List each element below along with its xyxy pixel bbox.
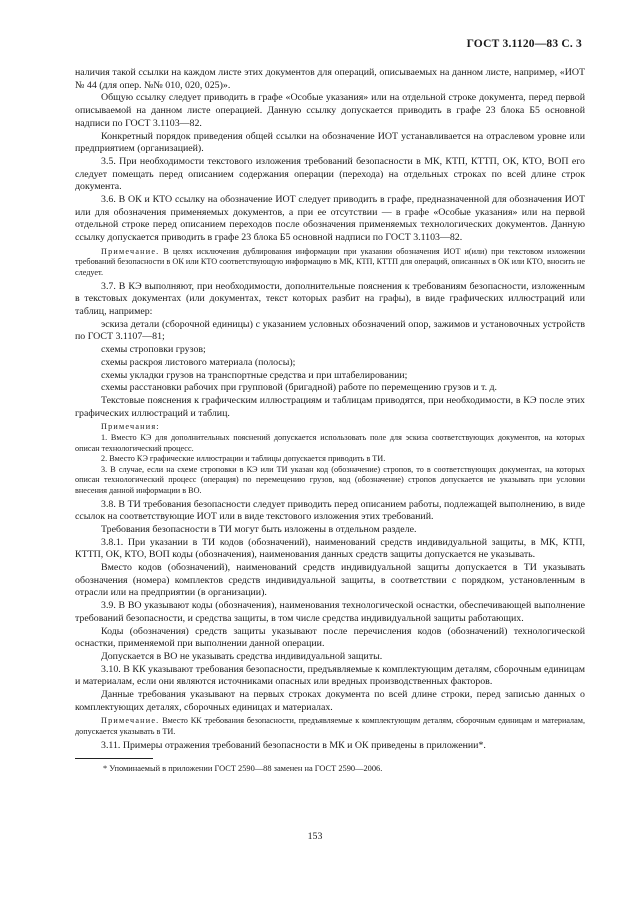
list-item: эскиза детали (сборочной единицы) с указанием условных обозначений опор, зажимов и установочных устройств по ГОСТ 3.1107—81; — [75, 318, 585, 343]
note-label: Примечание. — [101, 246, 160, 256]
notes-heading — [75, 422, 585, 433]
note-text: Вместо КК требования безопасности, предъявляемые к комплектующим деталям, сборочным единицам и материалам, допускается указывать в ТИ. — [75, 716, 585, 737]
paragraph: Требования безопасности в ТИ могут быть изложены в отдельном разделе. — [101, 523, 417, 535]
footnote-divider — [75, 758, 153, 759]
footnote: * Упоминаемый в приложении ГОСТ 2590—88 заменен на ГОСТ 2590—2006. — [103, 764, 383, 774]
paragraph: Текстовые пояснения к графическим иллюстрациям и таблицам приводятся, при необходимости, в КЭ после этих графических иллюстраций и таблиц. — [75, 394, 585, 419]
paragraph: Вместо кодов (обозначений), наименований средств индивидуальной защиты допускается в ТИ указывать обозначения (номера) комплектов средств индивидуальной защиты, в соответствии с порядком, установленным в отрасли или на предприятии (в организации). — [75, 562, 585, 599]
page-header: ГОСТ 3.1120—83 С. 3 — [466, 38, 582, 50]
clause-3-8-1: 3.8.1. При указании в ТИ кодов (обозначений), наименований средств индивидуальной защиты, в МК, КТП, КТТП, ОК, КТО, ВОП коды (обозначения), наименования данных средств защиты допускается не указывать. — [75, 536, 585, 561]
clause-3-7: 3.7. В КЭ выполняют, при необходимости, дополнительные пояснения к требованиям безопасности, изложенным в текстовых документах (или документах, текст которых разбит на графы), в виде графических иллюстраций или таблиц, например: — [75, 280, 585, 318]
note-label: Примечание. — [101, 716, 160, 726]
paragraph: Допускается в ВО не указывать средства индивидуальной защиты. — [101, 650, 383, 662]
paragraph: наличия такой ссылки на каждом листе этих документов для операций, описываемых на данном листе, например, «ИОТ № 44 (для опер. №№ 010, 020, 025)». — [75, 67, 585, 91]
clause-3-6: 3.6. В ОК и КТО ссылку на обозначение ИОТ следует приводить в графе, предназначенной для обозначения ИОТ или для обозначения применяемых документов, а при ее отсутствии — в графе «Особые указания» или на первой отдельной строке перед описанием переходов после обозначения применяемых технологических документов. Данную ссылку допускается приводить в графе 23 блока Б5 основной надписи по ГОСТ 3.1103—82. — [75, 194, 585, 244]
list-item: схемы раскроя листового материала (полосы); — [101, 356, 296, 368]
note-text: В целях исключения дублирования информации при указании обозначения ИОТ и(или) при текстовом изложении требований безопасности в ОК или КТО соответствующую информацию в МК, КТП, КТТП для операций, описанных в ОК или КТО, вносить не следует. — [75, 246, 586, 278]
notes-label: Примечания: — [101, 422, 160, 432]
clause-3-11: 3.11. Примеры отражения требований безопасности в МК и ОК приведены в приложении*. — [101, 739, 486, 751]
clause-3-8: 3.8. В ТИ требования безопасности следует приводить перед описанием работы, подлежащей выполнению, в виде ссылок на соответствующие ИОТ или в виде текстового изложения этих требований. — [75, 498, 585, 523]
note-item: 1. Вместо КЭ для дополнительных пояснений допускается использовать поле для эскиза соответствующих документов, на которых описан технологический процесс. — [75, 432, 585, 453]
paragraph: Общую ссылку следует приводить в графе «Особые указания» или на отдельной строке документа, перед первой описываемой на данном листе операцией. Данную ссылку допускается приводить в графе 23 блока Б5 основной надписи по ГОСТ 3.1103—82. — [75, 92, 585, 129]
clause-3-5: 3.5. При необходимости текстового изложения требований безопасности в МК, КТП, КТТП, ОК, КТО, ВОП его следует помещать перед описанием содержания операции (перехода) на отдельных строках по всей длине строк документа. — [75, 155, 585, 193]
paragraph: Данные требования указывают на первых строках документа по всей длине строки, перед записью данных о комплектующих деталях, сборочных единицах и материалах. — [75, 689, 585, 713]
paragraph: Коды (обозначения) средств защиты указывают после перечисления кодов (обозначений) технологической оснастки, применяемой при выполнении данной операции. — [75, 625, 585, 650]
document-body — [75, 67, 585, 774]
note-item: 3. В случае, если на схеме строповки в КЭ или ТИ указан код (обозначение) стропов, то в соответствующих документах, на которых описан технологический процесс (операция) по перемещению грузов, код (обозначение) стропов допускается не указывать при условии внесения данной информации в ВО. — [75, 464, 585, 495]
list-item: схемы укладки грузов на транспортные средства и при штабелировании; — [101, 369, 408, 381]
note-block — [75, 716, 585, 737]
note-item: 2. Вместо КЭ графические иллюстрации и таблицы допускается приводить в ТИ. — [101, 454, 386, 464]
clause-3-9: 3.9. В ВО указывают коды (обозначения), наименования технологической оснастки, обеспечивающей выполнение требований безопасности, и средства защиты, в том числе средства индивидуальной защиты работающих. — [75, 600, 585, 624]
note-block — [75, 247, 585, 279]
page-number: 153 — [307, 831, 323, 842]
list-item: схемы расстановки рабочих при групповой (бригадной) работе по перемещению грузов и т. д. — [101, 382, 498, 394]
list-item: схемы строповки грузов; — [101, 344, 206, 356]
clause-3-10: 3.10. В КК указывают требования безопасности, предъявляемые к комплектующим деталям, сборочным единицам и материалам, если они являются источниками опасных или вредных производственных факторов. — [75, 663, 585, 688]
paragraph: Конкретный порядок приведения общей ссылки на обозначение ИОТ устанавливается на отраслевом уровне или предприятием (организацией). — [75, 130, 585, 155]
